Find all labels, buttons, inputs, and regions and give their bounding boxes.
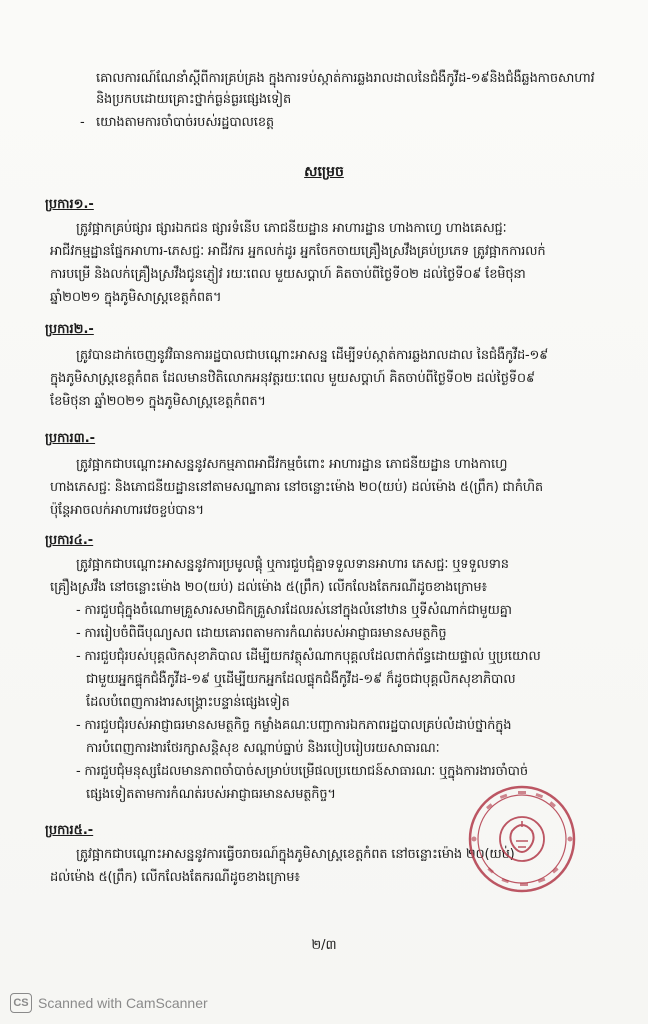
article-1-line: ឆ្នាំ២០២១ ក្នុងភូមិសាស្ត្រខេត្តកំពត។ [50, 290, 222, 305]
article-4-heading: ប្រការ៤.- [45, 533, 94, 548]
watermark-text: Scanned with CamScanner [38, 995, 208, 1011]
article-3-heading: ប្រការ៣.- [45, 431, 96, 446]
page-number: ២/៣ [311, 938, 337, 953]
intro-line-3: យោងតាមការចាំបាច់របស់រដ្ឋបាលខេត្ត [96, 115, 274, 130]
scanner-watermark [10, 992, 208, 1014]
article-4-line: ត្រូវផ្អាកជាបណ្តោះអាសន្ននូវការប្រមូលផ្តុំ ឬការជួបជុំគ្នាទទួលទានអាហារ ភេសជ្ជៈ ឬទទួលទាន [76, 557, 509, 572]
article-2-line: ត្រូវបានដាក់ចេញនូវវិធានការរដ្ឋបាលជាបណ្តោះអាសន្ន ដើម្បីទប់ស្កាត់ការឆ្លងរាលដាល នៃជំងឺកូវីដ-១៩ [76, 348, 549, 363]
article-4-bullet-cont: ការបំពេញការងារថែរក្សាសន្តិសុខ សណ្តាប់ធ្នាប់ និងរបៀបរៀបរយសាធារណៈ [86, 741, 440, 756]
article-5-heading: ប្រការ៥.- [45, 823, 94, 838]
article-3-line: ត្រូវផ្អាកជាបណ្តោះអាសន្ននូវសកម្មភាពអាជីវកម្មចំពោះ អាហារដ្ឋាន ភោជនីយដ្ឋាន ហាងកាហ្វេ [76, 457, 508, 472]
camscanner-logo-icon: CS [10, 993, 32, 1013]
article-4-bullet: - ការរៀបចំពិធីបុណ្យសព ដោយគោរពតាមការកំណត់របស់អាជ្ញាធរមានសមត្ថកិច្ច [76, 626, 447, 641]
article-1-line: អាជីវកម្មដ្ឋានផ្នែកអាហារ-ភេសជ្ជៈ អាជីវករ អ្នកលក់ដូរ អ្នកចែកចាយគ្រឿងស្រវឹងគ្រប់ប្រភេទ ត្រូវផ្អាកការលក់ [50, 244, 546, 259]
article-4-bullet: - ការជួបជុំរបស់បុគ្គលិកសុខាភិបាល ដើម្បីយកវត្ថុសំណាកបុគ្គលដែលពាក់ព័ន្ធដោយផ្ទាល់ ឬប្រយោល [76, 649, 541, 664]
article-1-line: ការបម្រើ និងលក់គ្រឿងស្រវឹងជូនភ្ញៀវ រយៈពេល មួយសប្តាហ៍ គិតចាប់ពីថ្ងៃទី០២ ដល់ថ្ងៃទី០៩ ខែមិថុនា [50, 267, 526, 282]
article-4-bullet: - ការជួបជុំមនុស្សដែលមានភាពចាំបាច់សម្រាប់បម្រើផលប្រយោជន៍សាធារណៈ ឬក្នុងការងារចាំបាច់ [76, 764, 528, 779]
article-4-bullet: - ការជួបជុំរបស់អាជ្ញាធរមានសមត្ថកិច្ច កម្លាំងគណៈបញ្ជាការឯកភាពរដ្ឋបាលគ្រប់លំដាប់ថ្នាក់ក្នុង [76, 718, 512, 733]
article-5-line: ត្រូវផ្អាកជាបណ្តោះអាសន្ននូវការធ្វើចរាចរណ៍ក្នុងភូមិសាស្ត្រខេត្តកំពត នៅចន្លោះម៉ោង ២០(យប់) [76, 847, 515, 862]
intro-line-2: និងប្រកបដោយគ្រោះថ្នាក់ធ្ងន់ធ្ងរផ្សេងទៀត [96, 92, 292, 107]
article-2-line: ខែមិថុនា ឆ្នាំ២០២១ ក្នុងភូមិសាស្ត្រខេត្តកំពត។ [50, 394, 266, 409]
intro-line-1: គោលការណ៍ណែនាំស្តីពីការគ្រប់គ្រង ក្នុងការទប់ស្កាត់ការឆ្លងរាលដាលនៃជំងឺកូវីដ-១៩និងជំងឺឆ្លងកាចសាហាវ [96, 71, 595, 86]
intro-bullet: - [80, 115, 85, 130]
article-3-line: ប៉ុន្តែអាចលក់អាហារវេចខ្ចប់បាន។ [50, 503, 204, 518]
article-4-bullet-cont: ផ្សេងទៀតតាមការកំណត់របស់អាជ្ញាធរមានសមត្ថកិច្ច។ [86, 787, 336, 802]
article-2-line: ក្នុងភូមិសាស្ត្រខេត្តកំពត ដែលមានឋិតិលោកអនុវត្តរយៈពេល មួយសប្តាហ៍ គិតចាប់ពីថ្ងៃទី០២ ដល់ថ្ងៃទី០៩ [50, 371, 535, 386]
article-2-heading: ប្រការ២.- [45, 322, 94, 337]
official-seal-icon [466, 783, 578, 895]
article-4-bullet-cont: ជាមួយអ្នកផ្ទុកជំងឺកូវីដ-១៩ ឬដើម្បីយកអ្នកដែលផ្ទុកជំងឺកូវីដ-១៩ ក៏ដូចជាបុគ្គលិកសុខាភិបាល [86, 672, 516, 687]
article-1-line: ត្រូវផ្អាកគ្រប់ផ្សារ ផ្សារឯកជន ផ្សារទំនើប ភោជនីយដ្ឋាន អាហារដ្ឋាន ហាងកាហ្វេ ហាងគេសជ្ជៈ [76, 221, 507, 236]
article-4-bullet: - ការជួបជុំក្នុងចំណោមគ្រួសារសមាជិកគ្រួសារដែលរស់នៅក្នុងលំនៅឋាន ឬទីសំណាក់ជាមួយគ្នា [76, 603, 512, 618]
decision-title: សម្រេច [304, 164, 344, 180]
article-1-heading: ប្រការ១.- [45, 197, 94, 212]
article-5-line: ដល់ម៉ោង ៥(ព្រឹក) លើកលែងតែករណីដូចខាងក្រោម៖ [50, 870, 300, 885]
article-4-line: គ្រឿងស្រវឹង នៅចន្លោះម៉ោង ២០(យប់) ដល់ម៉ោង ៥(ព្រឹក) លើកលែងតែករណីដូចខាងក្រោម៖ [50, 580, 487, 595]
article-4-bullet-cont: ដែលបំពេញការងារសង្គ្រោះបន្ទាន់ផ្សេងទៀត [86, 695, 290, 710]
article-3-line: ហាងភេសជ្ជៈ និងភោជនីយដ្ឋាននៅតាមសណ្ឋាគារ នៅចន្លោះម៉ោង ២០(យប់) ដល់ម៉ោង ៥(ព្រឹក) ជាកំហិត [50, 480, 543, 495]
